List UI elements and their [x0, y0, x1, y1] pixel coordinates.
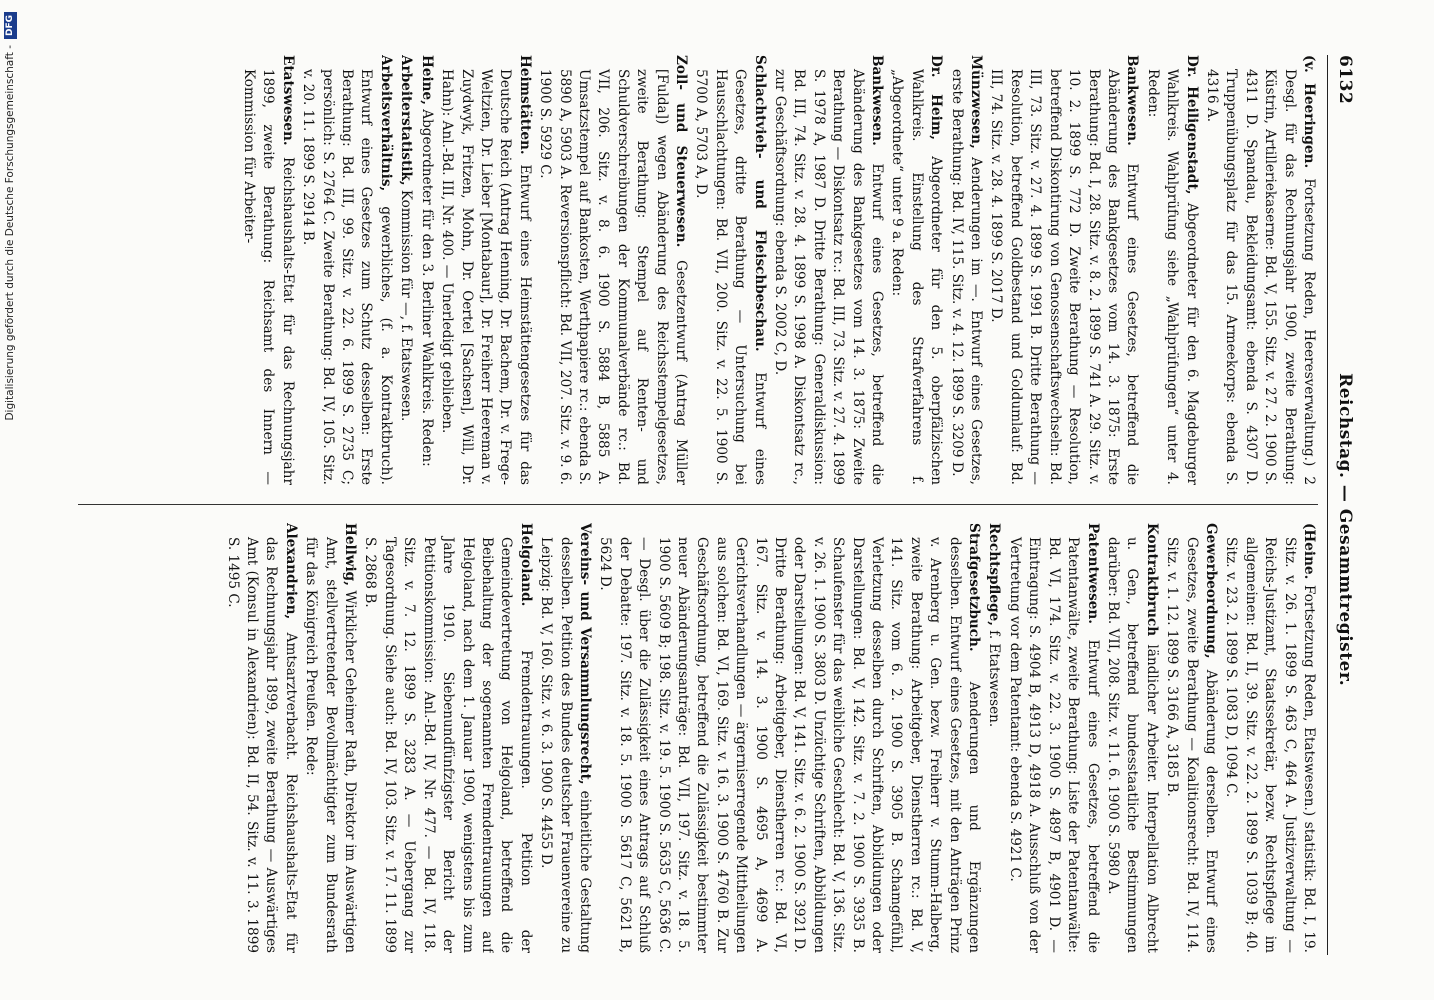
- entry-text: Fortsetzung Reden, Etatswesen.) statistik: Bd. I, 19. Sitz. v. 26. 1. 1899 S. 463 C, 464 A. Justizverwaltung — Reichs-Justizamt, Staatssekretär, bezw. Rechtspflege im allgemeinen: Bd. II, 39. Sitz. v. 22. 2. 1899 S. 1039 B; 40. Sitz. v. 23. 2. 1899 S. 1083 D, 1094 C.: [1223, 537, 1317, 953]
- entry-text: gewerbliches, (f. a. Kontraktbruch). Entwurf eines Gesetzes zum Schutz desselben: Erste Berathung: Bd. III, 99. Sitz. v. 22. 6. 1899 S. 2735 C; persönlich: S. 2764 C. Zweite Berathung: Bd. IV, 105. Sitz. v. 20. 11. 1899 S. 2914 B.: [300, 69, 394, 485]
- register-entry: [396, 55, 415, 485]
- page-number: 6132: [1335, 55, 1355, 105]
- register-entry: [595, 523, 983, 953]
- entry-text: Abgeordneter für den 5. oberpfälzischen Wahlkreis. Einstellung des Strafverfahrens f. „Abgeordnete“ unter 9 a. Reden:: [889, 69, 945, 485]
- entry-heading: Patentwesen.: [1084, 523, 1101, 625]
- entry-heading: Bankwesen.: [869, 55, 886, 146]
- entry-text: Entwurf eines Gesetzes, betreffend die Abänderung des Bankgesetzes vom 14. 3. 1875: Erste Berathung: Bd. I, 28. Sitz. v. 8. 2. 1899 S. 741 A. 29. Sitz. v. 10. 2. 1899 S. 772 D. Zweite Berathung — Resolution, betreffend Diskontirung von Genossenschaftswechseln: Bd. III, 73. Sitz. v. 27. 4. 1899 S. 1991 B. Dritte Berathung — Resolution, betreffend Goldbestand und Goldumlauf: Bd. III, 74. Sitz. v. 28. 4. 1899 S. 2017 D.: [988, 69, 1141, 485]
- register-entry: [360, 523, 535, 953]
- register-entry: [1162, 523, 1220, 953]
- entry-heading: Arbeitsverhältnis,: [377, 55, 394, 192]
- register-entry: [437, 55, 534, 485]
- entry-heading: Alexandrien,: [282, 523, 299, 620]
- entry-heading: (Heine.: [1301, 523, 1317, 580]
- register-entry: [1202, 55, 1318, 485]
- entry-heading: Münzwesen,: [968, 55, 985, 149]
- entry-text: Abänderung derselben. Entwurf eines Gesetzes, zweite Berathung — Koalitionsrecht: Bd. IV, 114. Sitz. v. 1. 12. 1899 S. 3166 A, 3185 B.: [1164, 537, 1219, 953]
- register-entry: [301, 523, 359, 953]
- entry-text: Gesetzentwurf (Antrag Müller [Fulda]) wegen Abänderung des Reichsstempelgesetzes, zweite Berathung: Stempel auf Renten- und Schuldverschreibungen der Kommunalverbände rc.: Bd. VII, 206. Sitz. v. 8. 6. 1900 S. 5884 B, 5885 A. Umsatzstempel auf Bankosten, Werthpapiere rc.: ebenda S. 5890 A, 5903 A. Reversionspflicht: Bd. VII, 207. Sitz. v. 9. 6. 1900 S. 5929 C.: [537, 69, 689, 485]
- register-entry: [986, 55, 1141, 485]
- entry-heading: Heine,: [418, 55, 435, 105]
- digitization-credit: [2, 0, 18, 1000]
- entry-text: Abgeordneter für den 6. Magdeburger Wahlkreis. Wahlprüfung siehe „Wahlprüfungen“ unter 4. Reden:: [1144, 69, 1200, 485]
- register-entry: [239, 55, 297, 485]
- entry-text: Wirklicher Geheimer Rath, Direktor im Auswärtigen Amt, stellvertretender Bevollmächtigter zum Bundesrath für das Königreich Preußen. Rede:: [303, 537, 359, 953]
- rotated-register-page: [62, 55, 1362, 955]
- entry-heading: Helgoland.: [517, 523, 534, 607]
- entry-heading: Zoll- und Steuerwesen.: [673, 55, 689, 248]
- entry-heading: (v. Heeringen.: [1301, 55, 1317, 169]
- register-entry: [1142, 55, 1200, 485]
- entry-heading: Rechtspflege,: [986, 523, 1003, 626]
- entry-text: Entwurf eines Heimstättengesetzes für das Deutsche Reich (Antrag Henning, Dr. Bachem, Dr. v. Frege-Weltzien, Dr. Lieber [Montabaur], Dr. Freiherr Heereman v. Zuydwyk, Fritzen, Mohn, Dr. Oertel [Sachsen], Will, Dr. Hahn): Anl.-Bd. III, Nr. 400. — Unerledigt geblieben.: [439, 69, 533, 485]
- entry-heading: Heimstätten.: [516, 55, 533, 155]
- entry-heading: Hellwig,: [342, 523, 359, 586]
- entry-text: Abgeordneter für den 3. Berliner Wahlkreis. Reden:: [418, 109, 435, 467]
- register-entry: [691, 55, 769, 485]
- register-entry: [946, 55, 985, 485]
- entry-text: f. Etatswesen.: [986, 630, 1003, 728]
- entry-heading: Etatswesen.: [279, 55, 296, 146]
- entry-heading: Strafgesetzbuch.: [966, 523, 983, 652]
- entry-heading: Kontraktbruch: [1143, 523, 1160, 637]
- entry-text: Fremdentrauungen. Petition der Gemeindevertretung von Helgoland, betreffend die Beibehaltung der sogenannten Fremdentrauungen auf Helgoland, nach dem 1. Januar 1900, wenigstens bis zum Jahre 1910. Siebenundfünfzigster Bericht der Petitionskommission: Anl.-Bd. IV, Nr. 477. — Bd. IV, 118. Sitz. v. 7. 12. 1899 S. 3283 A. — Uebergang zur Tagesordnung. Siehe auch: Bd. IV, 103. Sitz. v. 17. 11. 1899 S. 2868 B.: [362, 537, 534, 953]
- entry-text: Entwurf eines Gesetzes, betreffend die Abänderung des Bankgesetzes vom 14. 3. 1875: Zweite Berathung — Diskontsatz rc.: Bd. III, 73. Sitz. v. 27. 4. 1899 S. 1978 A, 1987 D. Dritte Berathung: Generaldiskussion: Bd. III, 74. Sitz. v. 28. 4. 1899 S. 1998 A. Diskontsatz rc., zur Geschäftsordnung: ebenda S. 2002 C, D.: [772, 69, 886, 485]
- register-entry: [1221, 523, 1318, 953]
- dfg-logo: DFG: [4, 12, 17, 39]
- entry-heading: Arbeiterstatistik,: [398, 55, 415, 186]
- register-entry: [1005, 523, 1102, 953]
- column-divider: [78, 504, 1318, 505]
- entry-heading: Vereins- und Versammlungsrecht,: [576, 523, 593, 785]
- right-column: [78, 523, 1318, 953]
- page-title: Reichstag. — Gesammtregister.: [1335, 373, 1355, 687]
- register-entry: [222, 523, 300, 953]
- register-entry: [984, 523, 1003, 953]
- entry-text: Entwurf eines Gesetzes, dritte Berathung — Untersuchung bei Hausschlachtungen: Bd. VII, 200. Sitz. v. 22. 5. 1900 S. 5700 A, 5703 A, D.: [693, 69, 768, 485]
- register-entry: [536, 523, 594, 953]
- entry-heading: Bankwesen.: [1124, 55, 1141, 146]
- entry-heading: Dr. Heim,: [928, 55, 945, 140]
- register-entry: [887, 55, 945, 485]
- entry-text: einheitliche Gestaltung desselben. Petition des Bundes deutscher Frauenvereine zu Leipzig: Bd. V, 160. Sitz. v. 6. 3. 1900 S. 4455 D.: [538, 537, 593, 953]
- register-entry: [416, 55, 435, 485]
- entry-text: Fortsetzung Reden, Heeresverwaltung.) 2 Desgl. für das Rechnungsjahr 1900, zweite Berathung: Küstrin, Artilleriekaserne: Bd. V, 155. Sitz. v. 27. 2. 1900 S. 4311 D. Spandau, Bekleidungsamt: ebenda S. 4307 D. Truppenübungsplatz für das 15. Armeekorps: ebenda S. 4316 A.: [1203, 69, 1317, 485]
- entry-heading: Dr. Heiligenstadt,: [1183, 55, 1200, 195]
- entry-text: Amtsarztverbacht. Reichshaushalts-Etat für das Rechnungsjahr 1899, zweite Berathung — Auswärtiges Amt (Konsul in Alexandrien): Bd. II, 54. Sitz. v. 11. 3. 1899 S. 1495 C.: [224, 537, 299, 953]
- entry-text: ländlicher Arbeiter. Interpellation Albrecht u. Gen., betreffend bundesstaatliche Bestimmungen darüber: Bd. VII, 208. Sitz. v. 11. 6. 1900 S. 5980 A.: [1104, 537, 1160, 953]
- register-entry: [770, 55, 886, 485]
- register-entry: [298, 55, 395, 485]
- entry-text: Kommission für —, f. Etatswesen.: [398, 189, 415, 422]
- entry-text: Reichshaushalts-Etat für das Rechnungsjahr 1899, zweite Berathung: Reichsamt des Innern — Kommission für Arbeiter-: [241, 69, 296, 485]
- entry-text: Aenderungen und Ergänzungen desselben. Entwurf eines Gesetzes, mit den Anträgen Prinz v. Arenberg u. Gen. bezw. Freiherr v. Stumm-Halberg, zweite Berathung: Arbeitgeber, Dienstherren rc.: Bd. V, 141. Sitz. vom 6. 2. 1900 S. 3905 B. Schamgefühl, Verletzung desselben durch Schriften, Abbildungen oder Darstellungen: Bd. V, 142. Sitz. v. 7. 2. 1900 S. 3935 B. Schaufenster für das weibliche Geschlecht: Bd. V, 136. Sitz. v. 26. 1. 1900 S. 3803 D. Unzüchtige Schriften, Abbildungen oder Darstellungen: Bd. V, 141. Sitz. v. 6. 2. 1900 S. 3921 D. Dritte Berathung: Arbeitgeber, Dienstherren rc.: Bd. VI, 167. Sitz. v. 14. 3. 1900 S. 4695 A, 4699 A. Gerichtsverhandlungen — ärgerniserregende Mittheilungen aus solchen: Bd. VI, 169. Sitz. v. 16. 3. 1900 S. 4760 B. Zur Geschäftsordnung, betreffend die Zulässigkeit bestimmter neuer Abänderungsanträge: Bd. VII, 197. Sitz. v. 18. 5. 1900 S. 5609 B; 198. Sitz. v. 19. 5. 1900 S. 5635 C, 5636 C. — Desgl. über die Zulässigkeit eines Antrags auf Schluß der Debatte: 197. Sitz. v. 18. 5. 1900 S. 5617 C, 5621 B, 5624 D.: [597, 537, 983, 953]
- page-header: [1327, 55, 1362, 955]
- entry-heading: Gewerbeordnung,: [1202, 523, 1219, 659]
- register-entry: [535, 55, 690, 485]
- entry-text: Aenderungen im —. Entwurf eines Gesetzes, erste Berathung: Bd. IV, 115. Sitz. v. 4. 12. 1899 S. 3209 D.: [948, 69, 985, 485]
- digitization-credit-text: Digitalisierung gefördert durch die Deutsche Forschungsgemeinschaft -: [4, 45, 16, 421]
- entry-text: Entwurf eines Gesetzes, betreffend die Patentanwälte, zweite Berathung: Liste der Patentanwälte: Bd. VI, 174. Sitz. v. 22. 3. 1900 S. 4897 B, 4901 D. — Eintragung: S. 4904 B, 4913 D, 4918 A. Ausschluß von der Vertretung vor dem Patentamt: ebenda S. 4921 C.: [1006, 537, 1101, 953]
- entry-heading: Schlachtvieh- und Fleischbeschau.: [751, 55, 768, 352]
- left-column: [78, 55, 1318, 485]
- register-entry: [1103, 523, 1161, 953]
